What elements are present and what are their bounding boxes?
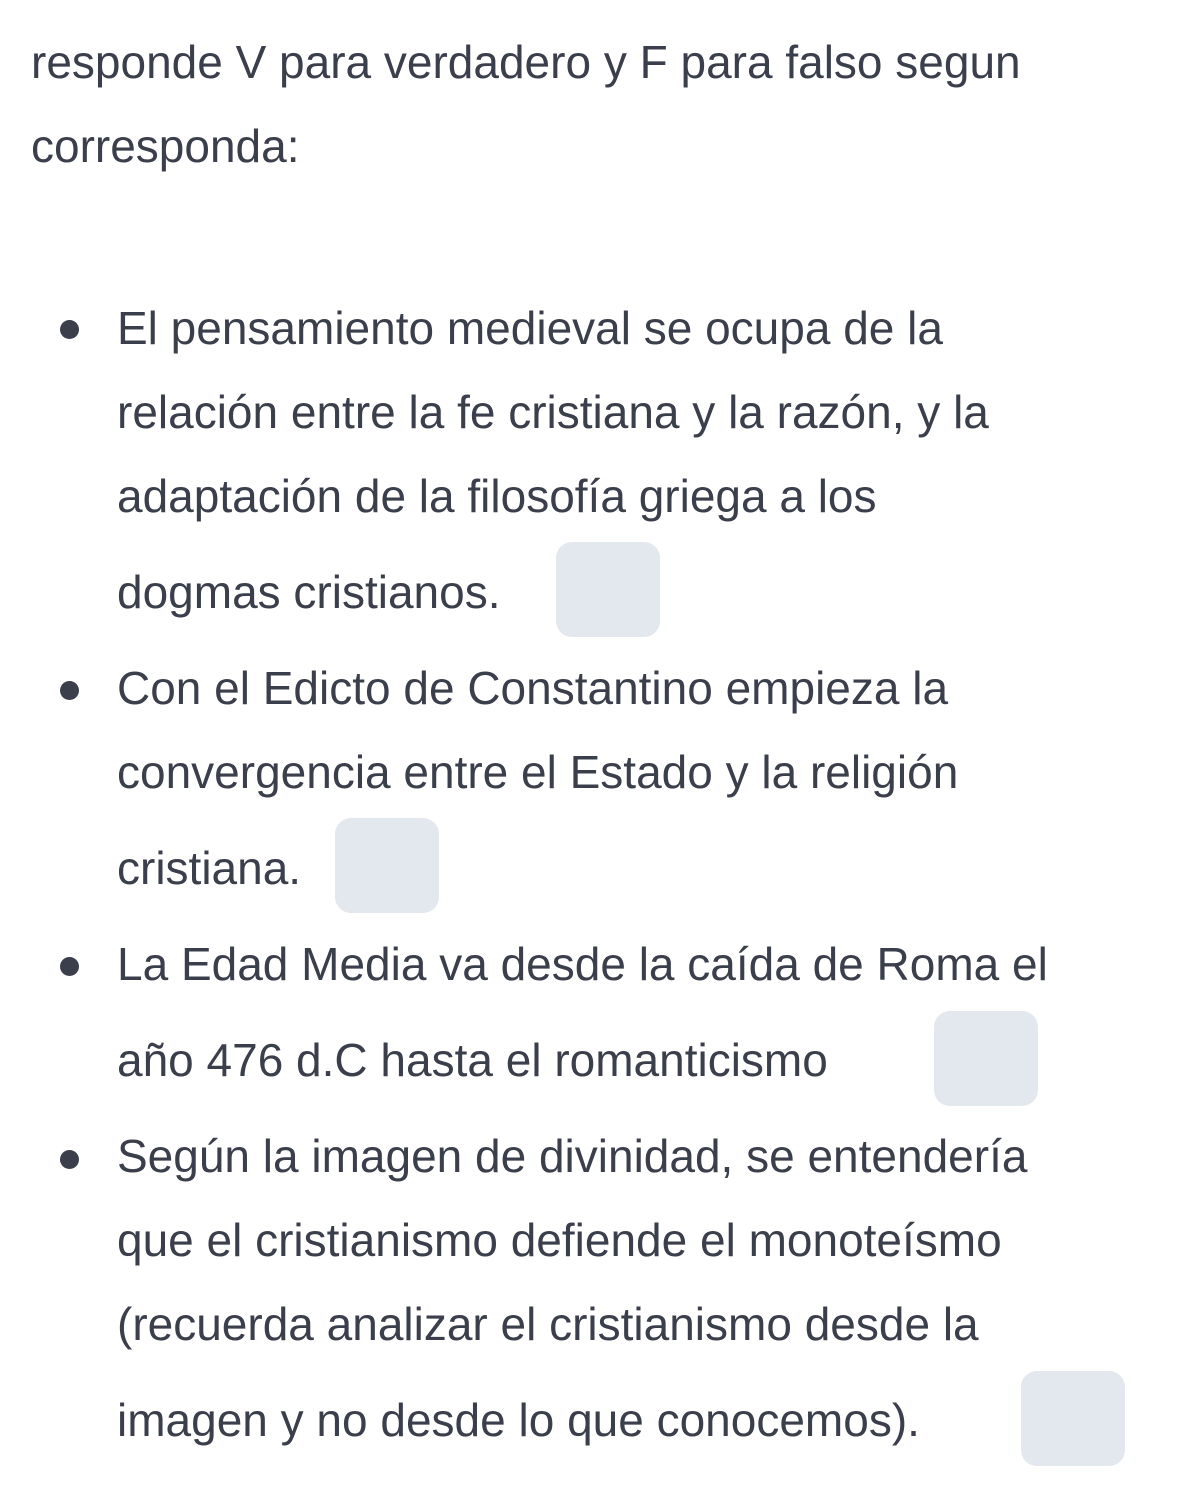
bullet-icon (60, 1150, 79, 1169)
statement-4-line-1: Según la imagen de divinidad, se entendería (117, 1130, 1028, 1182)
bullet-icon (60, 957, 79, 976)
statement-1-line-1: El pensamiento medieval se ocupa de la (117, 302, 943, 354)
instruction-line-2: corresponda: (31, 120, 300, 172)
instruction-line-1: responde V para verdadero y F para falso segun (31, 36, 1021, 88)
statement-2-line-3: cristiana. (117, 842, 302, 894)
answer-box-3[interactable] (934, 1011, 1038, 1106)
answer-box-4[interactable] (1021, 1371, 1125, 1466)
statement-3-line-1: La Edad Media va desde la caída de Roma el (117, 938, 1048, 990)
instruction-text (31, 20, 1151, 188)
statement-4-line-4: imagen y no desde lo que conocemos). (117, 1394, 920, 1446)
statement-2-line-1: Con el Edicto de Constantino empieza la (117, 662, 949, 714)
statement-2-line-2: convergencia entre el Estado y la religión (117, 746, 959, 798)
statement-1-line-3: adaptación de la filosofía griega a los (117, 470, 877, 522)
answer-box-2[interactable] (335, 818, 439, 913)
statement-1-line-4: dogmas cristianos. (117, 566, 501, 618)
statement-4-line-2: que el cristianismo defiende el monoteísmo (117, 1214, 1002, 1266)
bullet-icon (60, 320, 79, 339)
statement-3-line-2: año 476 d.C hasta el romanticismo (117, 1034, 828, 1086)
statement-4-line-3: (recuerda analizar el cristianismo desde la (117, 1298, 979, 1350)
statement-1-line-2: relación entre la fe cristiana y la razón, y la (117, 386, 989, 438)
bullet-icon (60, 681, 79, 700)
answer-box-1[interactable] (556, 542, 660, 637)
